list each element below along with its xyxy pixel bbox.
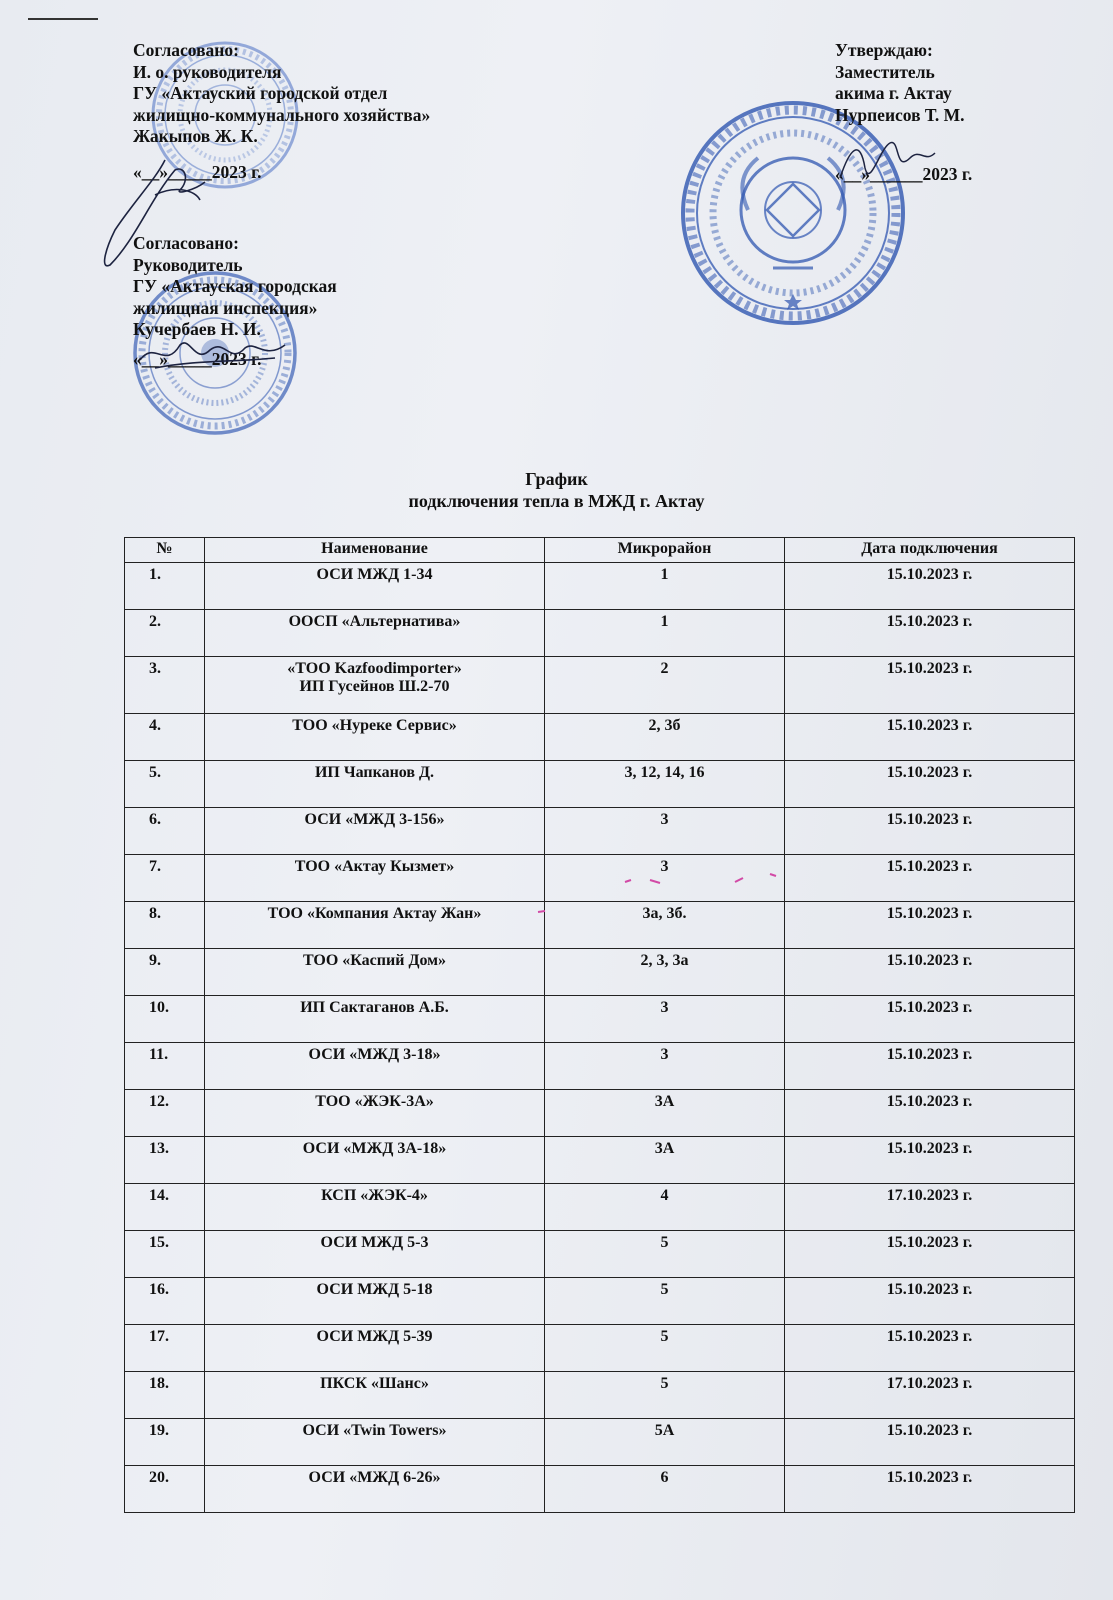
table-row [125,610,1075,657]
approval-label: Утверждаю: [835,40,933,60]
table-row [125,761,1075,808]
cell-name-line: КСП «ЖЭК-4» [321,1187,428,1204]
cell-date: 15.10.2023 г. [785,714,1075,761]
approval-date: «__»______2023 г. [835,164,973,184]
cell-number: 4. [125,714,205,761]
cell-number: 13. [125,1137,205,1184]
table-row [125,1278,1075,1325]
cell-date: 15.10.2023 г. [785,1325,1075,1372]
table-row [125,1090,1075,1137]
cell-name-line: ОСИ «МЖД 3А-18» [302,1140,447,1157]
table-row [125,1419,1075,1466]
cell-name [205,1090,545,1137]
cell-name [205,1184,545,1231]
cell-number: 7. [125,855,205,902]
cell-number: 14. [125,1184,205,1231]
cell-name [205,996,545,1043]
cell-date: 15.10.2023 г. [785,610,1075,657]
cell-name [205,714,545,761]
signature-3 [830,128,940,203]
approver-name: Жакыпов Ж. К. [133,126,258,146]
table-row [125,996,1075,1043]
cell-microdistrict: 3А [545,1090,785,1137]
header-number: № [125,538,205,563]
header-name: Наименование [205,538,545,563]
cell-number: 1. [125,563,205,610]
cell-number: 10. [125,996,205,1043]
cell-name-line: ООСП «Альтернатива» [288,613,461,630]
approver-org: акима г. Актау [835,83,952,103]
cell-name [205,1372,545,1419]
cell-date: 15.10.2023 г. [785,657,1075,714]
cell-number: 2. [125,610,205,657]
table-row [125,1137,1075,1184]
cell-name-line: ТОО «Нуреке Сервис» [292,717,457,734]
cell-microdistrict: 1 [545,610,785,657]
table-row [125,1372,1075,1419]
cell-number: 16. [125,1278,205,1325]
cell-microdistrict: 3, 12, 14, 16 [545,761,785,808]
corner-mark [28,18,98,20]
cell-name [205,1325,545,1372]
approver-position: Руководитель [133,254,243,275]
table-row [125,657,1075,714]
cell-number: 19. [125,1419,205,1466]
heating-schedule-table [124,537,1075,1513]
cell-number: 3. [125,657,205,714]
cell-name-line: ТОО «Актау Кызмет» [294,858,455,875]
cell-date: 15.10.2023 г. [785,761,1075,808]
cell-name-line-2: ИП Гусейнов Ш.2-70 [299,678,450,695]
cell-number: 17. [125,1325,205,1372]
approver-position: Заместитель [835,61,935,82]
table-row [125,714,1075,761]
approval-date: «__»_____2023 г. [133,348,262,369]
cell-microdistrict: 5 [545,1231,785,1278]
cell-date: 15.10.2023 г. [785,1278,1075,1325]
table-row [125,1043,1075,1090]
cell-name-line: ОСИ МЖД 5-3 [320,1234,429,1251]
cell-name [205,563,545,610]
cell-name [205,902,545,949]
cell-name [205,1278,545,1325]
cell-name [205,657,545,714]
cell-date: 15.10.2023 г. [785,1090,1075,1137]
cell-name-line: ОСИ МЖД 5-39 [316,1328,433,1345]
cell-microdistrict: 5 [545,1278,785,1325]
header-microdistrict: Микрорайон [545,538,785,563]
cell-name [205,761,545,808]
cell-number: 11. [125,1043,205,1090]
cell-number: 18. [125,1372,205,1419]
cell-name [205,1466,545,1513]
cell-microdistrict: 3 [545,1043,785,1090]
cell-name [205,1419,545,1466]
cell-date: 15.10.2023 г. [785,563,1075,610]
cell-name [205,1231,545,1278]
cell-name-line: ОСИ «МЖД 3-18» [308,1046,441,1063]
cell-number: 5. [125,761,205,808]
cell-microdistrict: 2, 3б [545,714,785,761]
approval-date: «__»_____2023 г. [133,161,262,182]
table-row [125,563,1075,610]
table-row [125,808,1075,855]
schedule-subtitle: подключения тепла в МЖД г. Актау [408,491,705,511]
cell-date: 15.10.2023 г. [785,996,1075,1043]
cell-name-line: ОСИ «Twin Towers» [302,1422,447,1439]
cell-name [205,949,545,996]
cell-name-line: ОСИ «МЖД 3-156» [304,811,445,828]
header-date: Дата подключения [785,538,1075,563]
cell-microdistrict: 3 [545,855,785,902]
cell-number: 9. [125,949,205,996]
cell-microdistrict: 5 [545,1372,785,1419]
cell-number: 15. [125,1231,205,1278]
cell-name [205,855,545,902]
cell-number: 6. [125,808,205,855]
table-row [125,1184,1075,1231]
cell-number: 8. [125,902,205,949]
cell-name [205,1137,545,1184]
cell-microdistrict: 5 [545,1325,785,1372]
cell-date: 15.10.2023 г. [785,902,1075,949]
table-header-row [125,538,1075,563]
approver-position: И. о. руководителя [133,61,282,82]
signature-1 [95,140,235,285]
cell-date: 17.10.2023 г. [785,1184,1075,1231]
cell-microdistrict: 4 [545,1184,785,1231]
cell-microdistrict: 2 [545,657,785,714]
cell-name-line: ТОО «Каспий Дом» [302,952,447,969]
cell-name-line: «ТОО Kazfoodimporter» [287,660,462,677]
approver-org-line1: ГУ «Актауский городской отдел [133,83,388,103]
cell-name-line: ПКСК «Шанс» [320,1375,429,1392]
cell-microdistrict: 3А [545,1137,785,1184]
schedule-title: График [525,469,588,489]
cell-microdistrict: 3 [545,808,785,855]
cell-name [205,1043,545,1090]
table-row [125,1231,1075,1278]
cell-date: 15.10.2023 г. [785,808,1075,855]
cell-name [205,610,545,657]
ink-marks [530,870,790,920]
cell-date: 15.10.2023 г. [785,949,1075,996]
cell-name-line: ТОО «Компания Актау Жан» [267,905,482,922]
approver-org-line2: жилищная инспекция» [133,297,318,318]
cell-name [205,808,545,855]
cell-number: 20. [125,1466,205,1513]
cell-number: 12. [125,1090,205,1137]
approval-label: Согласовано: [133,233,239,253]
table-row [125,949,1075,996]
cell-name-line: ТОО «ЖЭК-3А» [315,1093,434,1110]
approver-name: Нурпеисов Т. М. [835,104,965,125]
cell-microdistrict: 1 [545,563,785,610]
cell-date: 15.10.2023 г. [785,855,1075,902]
approval-label: Согласовано: [133,40,239,60]
cell-microdistrict: 5А [545,1419,785,1466]
cell-date: 17.10.2023 г. [785,1372,1075,1419]
cell-date: 15.10.2023 г. [785,1231,1075,1278]
cell-date: 15.10.2023 г. [785,1419,1075,1466]
cell-name-line: ИП Чапканов Д. [314,764,435,781]
signature-2 [135,330,295,385]
cell-name-line: ОСИ МЖД 1-34 [316,566,433,583]
approver-org-line1: ГУ «Актауская городская [133,276,337,296]
cell-name-line: ИП Сактаганов А.Б. [300,999,449,1016]
approver-org-line2: жилищно-коммунального хозяйства» [133,104,431,125]
cell-date: 15.10.2023 г. [785,1043,1075,1090]
cell-date: 15.10.2023 г. [785,1137,1075,1184]
cell-date: 15.10.2023 г. [785,1466,1075,1513]
table-row [125,1325,1075,1372]
cell-microdistrict: 2, 3, 3а [545,949,785,996]
cell-name-line: ОСИ МЖД 5-18 [316,1281,433,1298]
cell-microdistrict: 3 [545,996,785,1043]
cell-microdistrict: 3а, 3б. [545,902,785,949]
table-row [125,1466,1075,1513]
approver-name: Кучербаев Н. И. [133,319,261,339]
cell-microdistrict: 6 [545,1466,785,1513]
cell-name-line: ОСИ «МЖД 6-26» [308,1469,441,1486]
